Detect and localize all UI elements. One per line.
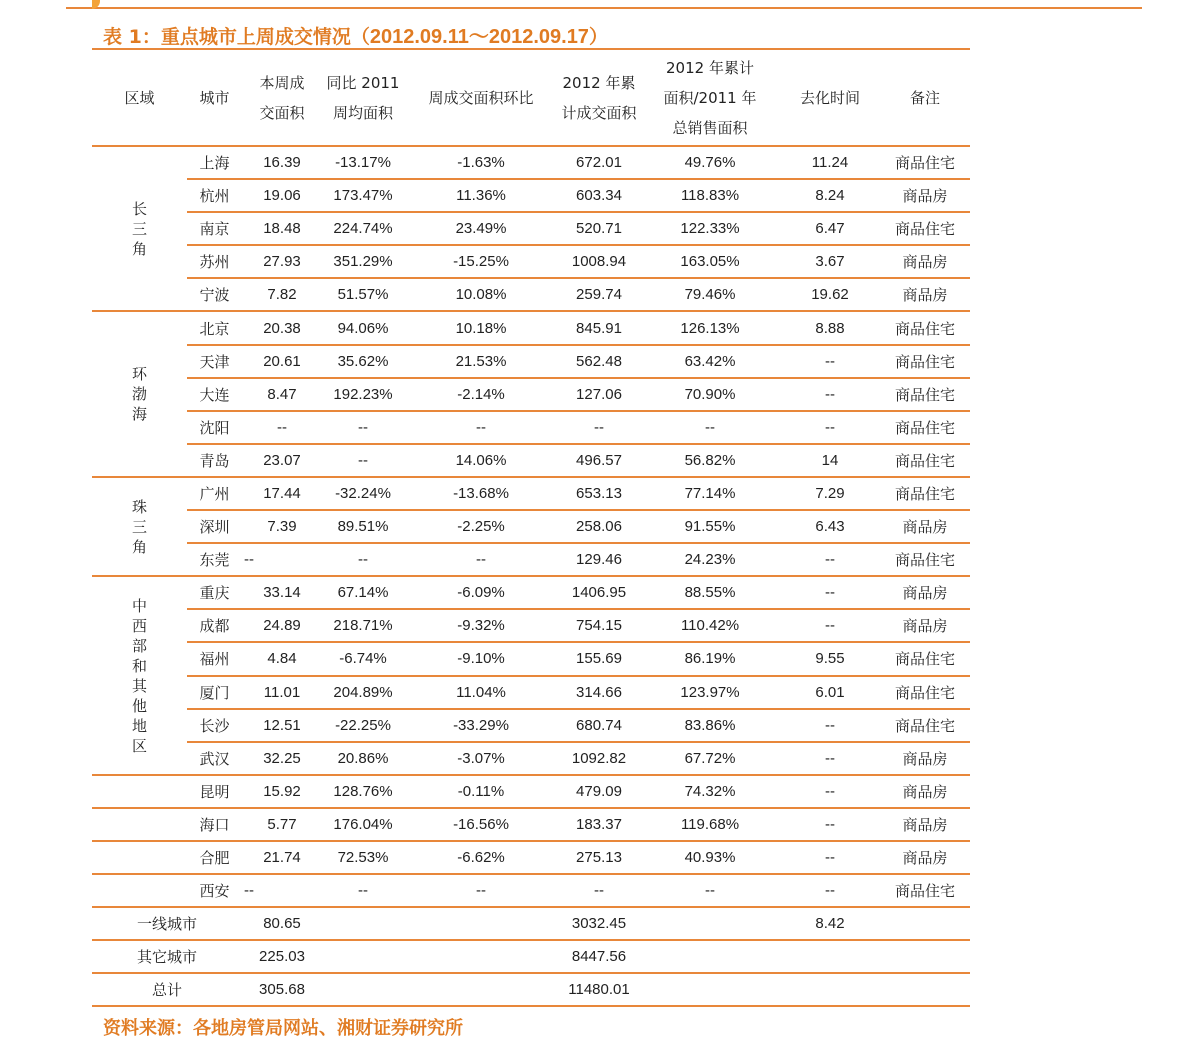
table-title [103, 20, 608, 49]
yoy-cell: 224.74% [322, 212, 404, 245]
summary-note [880, 907, 970, 940]
cum-area-cell: 183.37 [558, 808, 640, 841]
week-area-cell: 19.06 [242, 179, 322, 212]
table-row [92, 510, 970, 543]
region-char: 其 [131, 676, 147, 695]
cum-area-cell: 1406.95 [558, 576, 640, 609]
yoy-cell: 218.71% [322, 609, 404, 642]
wow-cell: -6.09% [404, 576, 558, 609]
cum-ratio-cell: 126.13% [640, 311, 780, 344]
header-row [92, 49, 970, 146]
week-area-cell: 21.74 [242, 841, 322, 874]
table-row [92, 245, 970, 278]
region-char: 长 [131, 199, 147, 218]
destock-cell: -- [780, 841, 880, 874]
table-row [92, 543, 970, 576]
week-area-cell: 5.77 [242, 808, 322, 841]
yoy-cell: -32.24% [322, 477, 404, 510]
destock-cell: 6.01 [780, 676, 880, 709]
wow-cell: 10.08% [404, 278, 558, 311]
yoy-cell: 89.51% [322, 510, 404, 543]
table-row [92, 676, 970, 709]
yoy-cell: -- [322, 874, 404, 907]
yoy-cell: 20.86% [322, 742, 404, 775]
table-row [92, 146, 970, 179]
week-area-cell: 20.61 [242, 345, 322, 378]
city-cell: 大连 [187, 378, 242, 411]
cum-ratio-cell: 123.97% [640, 676, 780, 709]
destock-cell: -- [780, 543, 880, 576]
note-cell: 商品房 [880, 510, 970, 543]
table-row [92, 212, 970, 245]
note-cell: 商品住宅 [880, 642, 970, 675]
cum-area-cell: 653.13 [558, 477, 640, 510]
note-cell: 商品住宅 [880, 444, 970, 477]
note-cell: 商品房 [880, 245, 970, 278]
cum-area-cell: 129.46 [558, 543, 640, 576]
destock-cell: 8.88 [780, 311, 880, 344]
destock-cell: -- [780, 808, 880, 841]
summary-label: 其它城市 [92, 940, 242, 973]
cum-area-cell: -- [558, 874, 640, 907]
wow-cell: -9.32% [404, 609, 558, 642]
cum-ratio-cell: 67.72% [640, 742, 780, 775]
cum-area-cell: 672.01 [558, 146, 640, 179]
city-cell: 厦门 [187, 676, 242, 709]
summary-destock [780, 973, 880, 1006]
week-area-cell: 23.07 [242, 444, 322, 477]
yoy-cell: -- [322, 444, 404, 477]
week-area-cell: -- [242, 874, 322, 907]
note-cell: 商品住宅 [880, 709, 970, 742]
cum-ratio-cell: 91.55% [640, 510, 780, 543]
destock-cell: -- [780, 742, 880, 775]
week-area-cell: 8.47 [242, 378, 322, 411]
week-area-cell: 27.93 [242, 245, 322, 278]
cum-area-cell: 562.48 [558, 345, 640, 378]
note-cell: 商品房 [880, 841, 970, 874]
week-area-cell: 11.01 [242, 676, 322, 709]
week-area-cell: 7.39 [242, 510, 322, 543]
cum-ratio-cell: 63.42% [640, 345, 780, 378]
destock-cell: -- [780, 345, 880, 378]
table-row [92, 278, 970, 311]
cum-ratio-cell: 118.83% [640, 179, 780, 212]
region-char: 珠 [131, 497, 147, 516]
cum-area-cell: 155.69 [558, 642, 640, 675]
destock-cell: 9.55 [780, 642, 880, 675]
note-cell: 商品住宅 [880, 311, 970, 344]
wow-cell: -1.63% [404, 146, 558, 179]
region-char: 部 [131, 636, 147, 655]
destock-cell: -- [780, 609, 880, 642]
region-char: 渤 [131, 385, 147, 404]
week-area-cell: 15.92 [242, 775, 322, 808]
cum-area-cell: 314.66 [558, 676, 640, 709]
source-note: 资料来源：各地房管局网站、湘财证券研究所 [103, 1018, 463, 1039]
wow-cell: 23.49% [404, 212, 558, 245]
cum-area-cell: 754.15 [558, 609, 640, 642]
summary-cum: 3032.45 [558, 907, 640, 940]
city-cell: 昆明 [187, 775, 242, 808]
table-row [92, 311, 970, 344]
note-cell: 商品住宅 [880, 146, 970, 179]
cum-area-cell: 1008.94 [558, 245, 640, 278]
note-cell: 商品房 [880, 609, 970, 642]
table-row [92, 709, 970, 742]
city-cell: 福州 [187, 642, 242, 675]
week-area-cell: 33.14 [242, 576, 322, 609]
note-cell: 商品住宅 [880, 477, 970, 510]
title-suffix: ） [588, 26, 608, 48]
title-prefix: 表 1：重点城市上周成交情况（ [103, 26, 370, 48]
destock-cell: -- [780, 775, 880, 808]
note-cell: 商品房 [880, 808, 970, 841]
city-cell: 天津 [187, 345, 242, 378]
summary-destock: 8.42 [780, 907, 880, 940]
city-cell: 重庆 [187, 576, 242, 609]
region-char: 海 [131, 405, 147, 424]
region-char: 地 [131, 716, 147, 735]
summary-note [880, 973, 970, 1006]
cum-ratio-cell: 49.76% [640, 146, 780, 179]
yoy-cell: -6.74% [322, 642, 404, 675]
wow-cell: -- [404, 411, 558, 444]
week-area-cell: 17.44 [242, 477, 322, 510]
table-row [92, 444, 970, 477]
summary-label: 总计 [92, 973, 242, 1006]
table-row [92, 477, 970, 510]
week-area-cell: 16.39 [242, 146, 322, 179]
week-area-cell: 12.51 [242, 709, 322, 742]
header-destock: 去化时间 [799, 88, 860, 107]
region-char: 中 [131, 596, 147, 615]
region-cell [92, 477, 187, 576]
summary-row [92, 940, 970, 973]
header-week-area: 本周成 交面积 [259, 73, 305, 122]
region-char: 区 [131, 736, 147, 755]
summary-note [880, 940, 970, 973]
summary-yoy [322, 940, 404, 973]
cum-ratio-cell: 40.93% [640, 841, 780, 874]
summary-week: 80.65 [242, 907, 322, 940]
region-cell [92, 808, 187, 841]
note-cell: 商品住宅 [880, 543, 970, 576]
note-cell: 商品住宅 [880, 212, 970, 245]
cum-ratio-cell: 70.90% [640, 378, 780, 411]
wow-cell: -33.29% [404, 709, 558, 742]
destock-cell: -- [780, 576, 880, 609]
region-char: 他 [131, 696, 147, 715]
yoy-cell: -22.25% [322, 709, 404, 742]
cum-area-cell: 259.74 [558, 278, 640, 311]
cum-ratio-cell: 79.46% [640, 278, 780, 311]
summary-week: 225.03 [242, 940, 322, 973]
table-row [92, 642, 970, 675]
note-cell: 商品住宅 [880, 676, 970, 709]
city-cell: 南京 [187, 212, 242, 245]
summary-ratio [640, 973, 780, 1006]
wow-cell: -3.07% [404, 742, 558, 775]
cum-area-cell: 127.06 [558, 378, 640, 411]
city-cell: 深圳 [187, 510, 242, 543]
cum-ratio-cell: 56.82% [640, 444, 780, 477]
table-row [92, 378, 970, 411]
yoy-cell: 176.04% [322, 808, 404, 841]
top-rule [66, 7, 1142, 9]
summary-wow [404, 907, 558, 940]
summary-yoy [322, 907, 404, 940]
note-cell: 商品住宅 [880, 345, 970, 378]
city-cell: 北京 [187, 311, 242, 344]
destock-cell: 14 [780, 444, 880, 477]
yoy-cell: 94.06% [322, 311, 404, 344]
region-cell [92, 841, 187, 874]
title-dates: 2012.09.11～2012.09.17 [369, 26, 589, 48]
region-char: 西 [131, 616, 147, 635]
cum-area-cell: 1092.82 [558, 742, 640, 775]
table-row [92, 874, 970, 907]
yoy-cell: 67.14% [322, 576, 404, 609]
note-cell: 商品住宅 [880, 874, 970, 907]
cum-area-cell: 479.09 [558, 775, 640, 808]
cum-ratio-cell: 83.86% [640, 709, 780, 742]
header-region: 区域 [124, 88, 155, 107]
wow-cell: -13.68% [404, 477, 558, 510]
note-cell: 商品住宅 [880, 411, 970, 444]
city-cell: 苏州 [187, 245, 242, 278]
cum-area-cell: 496.57 [558, 444, 640, 477]
note-cell: 商品房 [880, 576, 970, 609]
summary-week: 305.68 [242, 973, 322, 1006]
region-cell [92, 146, 187, 311]
city-cell: 杭州 [187, 179, 242, 212]
table-row [92, 808, 970, 841]
wow-cell: -- [404, 874, 558, 907]
destock-cell: 8.24 [780, 179, 880, 212]
header-city: 城市 [199, 88, 230, 107]
wow-cell: -0.11% [404, 775, 558, 808]
destock-cell: -- [780, 874, 880, 907]
table-row [92, 345, 970, 378]
cum-ratio-cell: 86.19% [640, 642, 780, 675]
wow-cell: -9.10% [404, 642, 558, 675]
city-cell: 青岛 [187, 444, 242, 477]
cum-ratio-cell: 163.05% [640, 245, 780, 278]
yoy-cell: -- [322, 543, 404, 576]
week-area-cell: 7.82 [242, 278, 322, 311]
destock-cell: 11.24 [780, 146, 880, 179]
wow-cell: 11.36% [404, 179, 558, 212]
city-cell: 武汉 [187, 742, 242, 775]
region-cell [92, 311, 187, 476]
summary-row [92, 907, 970, 940]
yoy-cell: 351.29% [322, 245, 404, 278]
table-row [92, 742, 970, 775]
summary-destock [780, 940, 880, 973]
yoy-cell: 72.53% [322, 841, 404, 874]
header-wow: 周成交面积环比 [428, 88, 534, 107]
yoy-cell: -- [322, 411, 404, 444]
cum-area-cell: 845.91 [558, 311, 640, 344]
destock-cell: -- [780, 411, 880, 444]
cum-ratio-cell: 119.68% [640, 808, 780, 841]
table-row [92, 411, 970, 444]
summary-cum: 11480.01 [558, 973, 640, 1006]
week-area-cell: 32.25 [242, 742, 322, 775]
table-row [92, 609, 970, 642]
note-cell: 商品房 [880, 742, 970, 775]
city-cell: 沈阳 [187, 411, 242, 444]
wow-cell: -6.62% [404, 841, 558, 874]
yoy-cell: 51.57% [322, 278, 404, 311]
table-body [92, 146, 970, 1006]
city-cell: 海口 [187, 808, 242, 841]
destock-cell: 7.29 [780, 477, 880, 510]
header-yoy: 同比 2011 周均面积 [326, 73, 400, 122]
summary-wow [404, 973, 558, 1006]
destock-cell: 19.62 [780, 278, 880, 311]
cum-area-cell: 258.06 [558, 510, 640, 543]
cum-area-cell: 603.34 [558, 179, 640, 212]
week-area-cell: 24.89 [242, 609, 322, 642]
header-cum-2012: 2012 年累 计成交面积 [561, 73, 637, 122]
summary-label: 一线城市 [92, 907, 242, 940]
week-area-cell: -- [242, 411, 322, 444]
summary-wow [404, 940, 558, 973]
note-cell: 商品房 [880, 775, 970, 808]
yoy-cell: 173.47% [322, 179, 404, 212]
cum-ratio-cell: 74.32% [640, 775, 780, 808]
summary-yoy [322, 973, 404, 1006]
cum-ratio-cell: 122.33% [640, 212, 780, 245]
table-row [92, 179, 970, 212]
note-cell: 商品住宅 [880, 378, 970, 411]
yoy-cell: 204.89% [322, 676, 404, 709]
header-cum-ratio: 2012 年累计 面积/2011 年 总销售面积 [663, 58, 757, 137]
summary-cum: 8447.56 [558, 940, 640, 973]
table-row [92, 576, 970, 609]
table-row [92, 775, 970, 808]
cum-area-cell: 520.71 [558, 212, 640, 245]
cum-ratio-cell: 24.23% [640, 543, 780, 576]
cum-ratio-cell: 77.14% [640, 477, 780, 510]
city-cell: 宁波 [187, 278, 242, 311]
city-cell: 成都 [187, 609, 242, 642]
cum-ratio-cell: 110.42% [640, 609, 780, 642]
cum-ratio-cell: -- [640, 411, 780, 444]
week-area-cell: -- [242, 543, 322, 576]
wow-cell: -2.25% [404, 510, 558, 543]
cum-area-cell: 275.13 [558, 841, 640, 874]
header-note: 备注 [909, 88, 940, 107]
region-cell [92, 775, 187, 808]
region-cell [92, 576, 187, 775]
region-cell [92, 874, 187, 907]
region-char: 三 [131, 517, 147, 536]
wow-cell: 11.04% [404, 676, 558, 709]
yoy-cell: 192.23% [322, 378, 404, 411]
region-char: 角 [131, 239, 147, 258]
wow-cell: 21.53% [404, 345, 558, 378]
week-area-cell: 4.84 [242, 642, 322, 675]
destock-cell: 6.43 [780, 510, 880, 543]
yoy-cell: -13.17% [322, 146, 404, 179]
city-cell: 上海 [187, 146, 242, 179]
cum-area-cell: 680.74 [558, 709, 640, 742]
yoy-cell: 128.76% [322, 775, 404, 808]
yoy-cell: 35.62% [322, 345, 404, 378]
region-char: 角 [131, 537, 147, 556]
wow-cell: 14.06% [404, 444, 558, 477]
city-cell: 广州 [187, 477, 242, 510]
wow-cell: -15.25% [404, 245, 558, 278]
wow-cell: -- [404, 543, 558, 576]
cum-area-cell: -- [558, 411, 640, 444]
week-area-cell: 20.38 [242, 311, 322, 344]
destock-cell: 6.47 [780, 212, 880, 245]
city-transactions-table [92, 48, 970, 1007]
destock-cell: -- [780, 378, 880, 411]
destock-cell: 3.67 [780, 245, 880, 278]
city-cell: 东莞 [187, 543, 242, 576]
region-char: 环 [131, 365, 147, 384]
city-cell: 长沙 [187, 709, 242, 742]
city-cell: 合肥 [187, 841, 242, 874]
note-cell: 商品房 [880, 278, 970, 311]
note-cell: 商品房 [880, 179, 970, 212]
destock-cell: -- [780, 709, 880, 742]
wow-cell: -16.56% [404, 808, 558, 841]
table-row [92, 841, 970, 874]
region-char: 三 [131, 219, 147, 238]
wow-cell: -2.14% [404, 378, 558, 411]
region-char: 和 [131, 656, 147, 675]
cum-ratio-cell: -- [640, 874, 780, 907]
wow-cell: 10.18% [404, 311, 558, 344]
summary-ratio [640, 907, 780, 940]
cum-ratio-cell: 88.55% [640, 576, 780, 609]
city-cell: 西安 [187, 874, 242, 907]
summary-row [92, 973, 970, 1006]
week-area-cell: 18.48 [242, 212, 322, 245]
summary-ratio [640, 940, 780, 973]
